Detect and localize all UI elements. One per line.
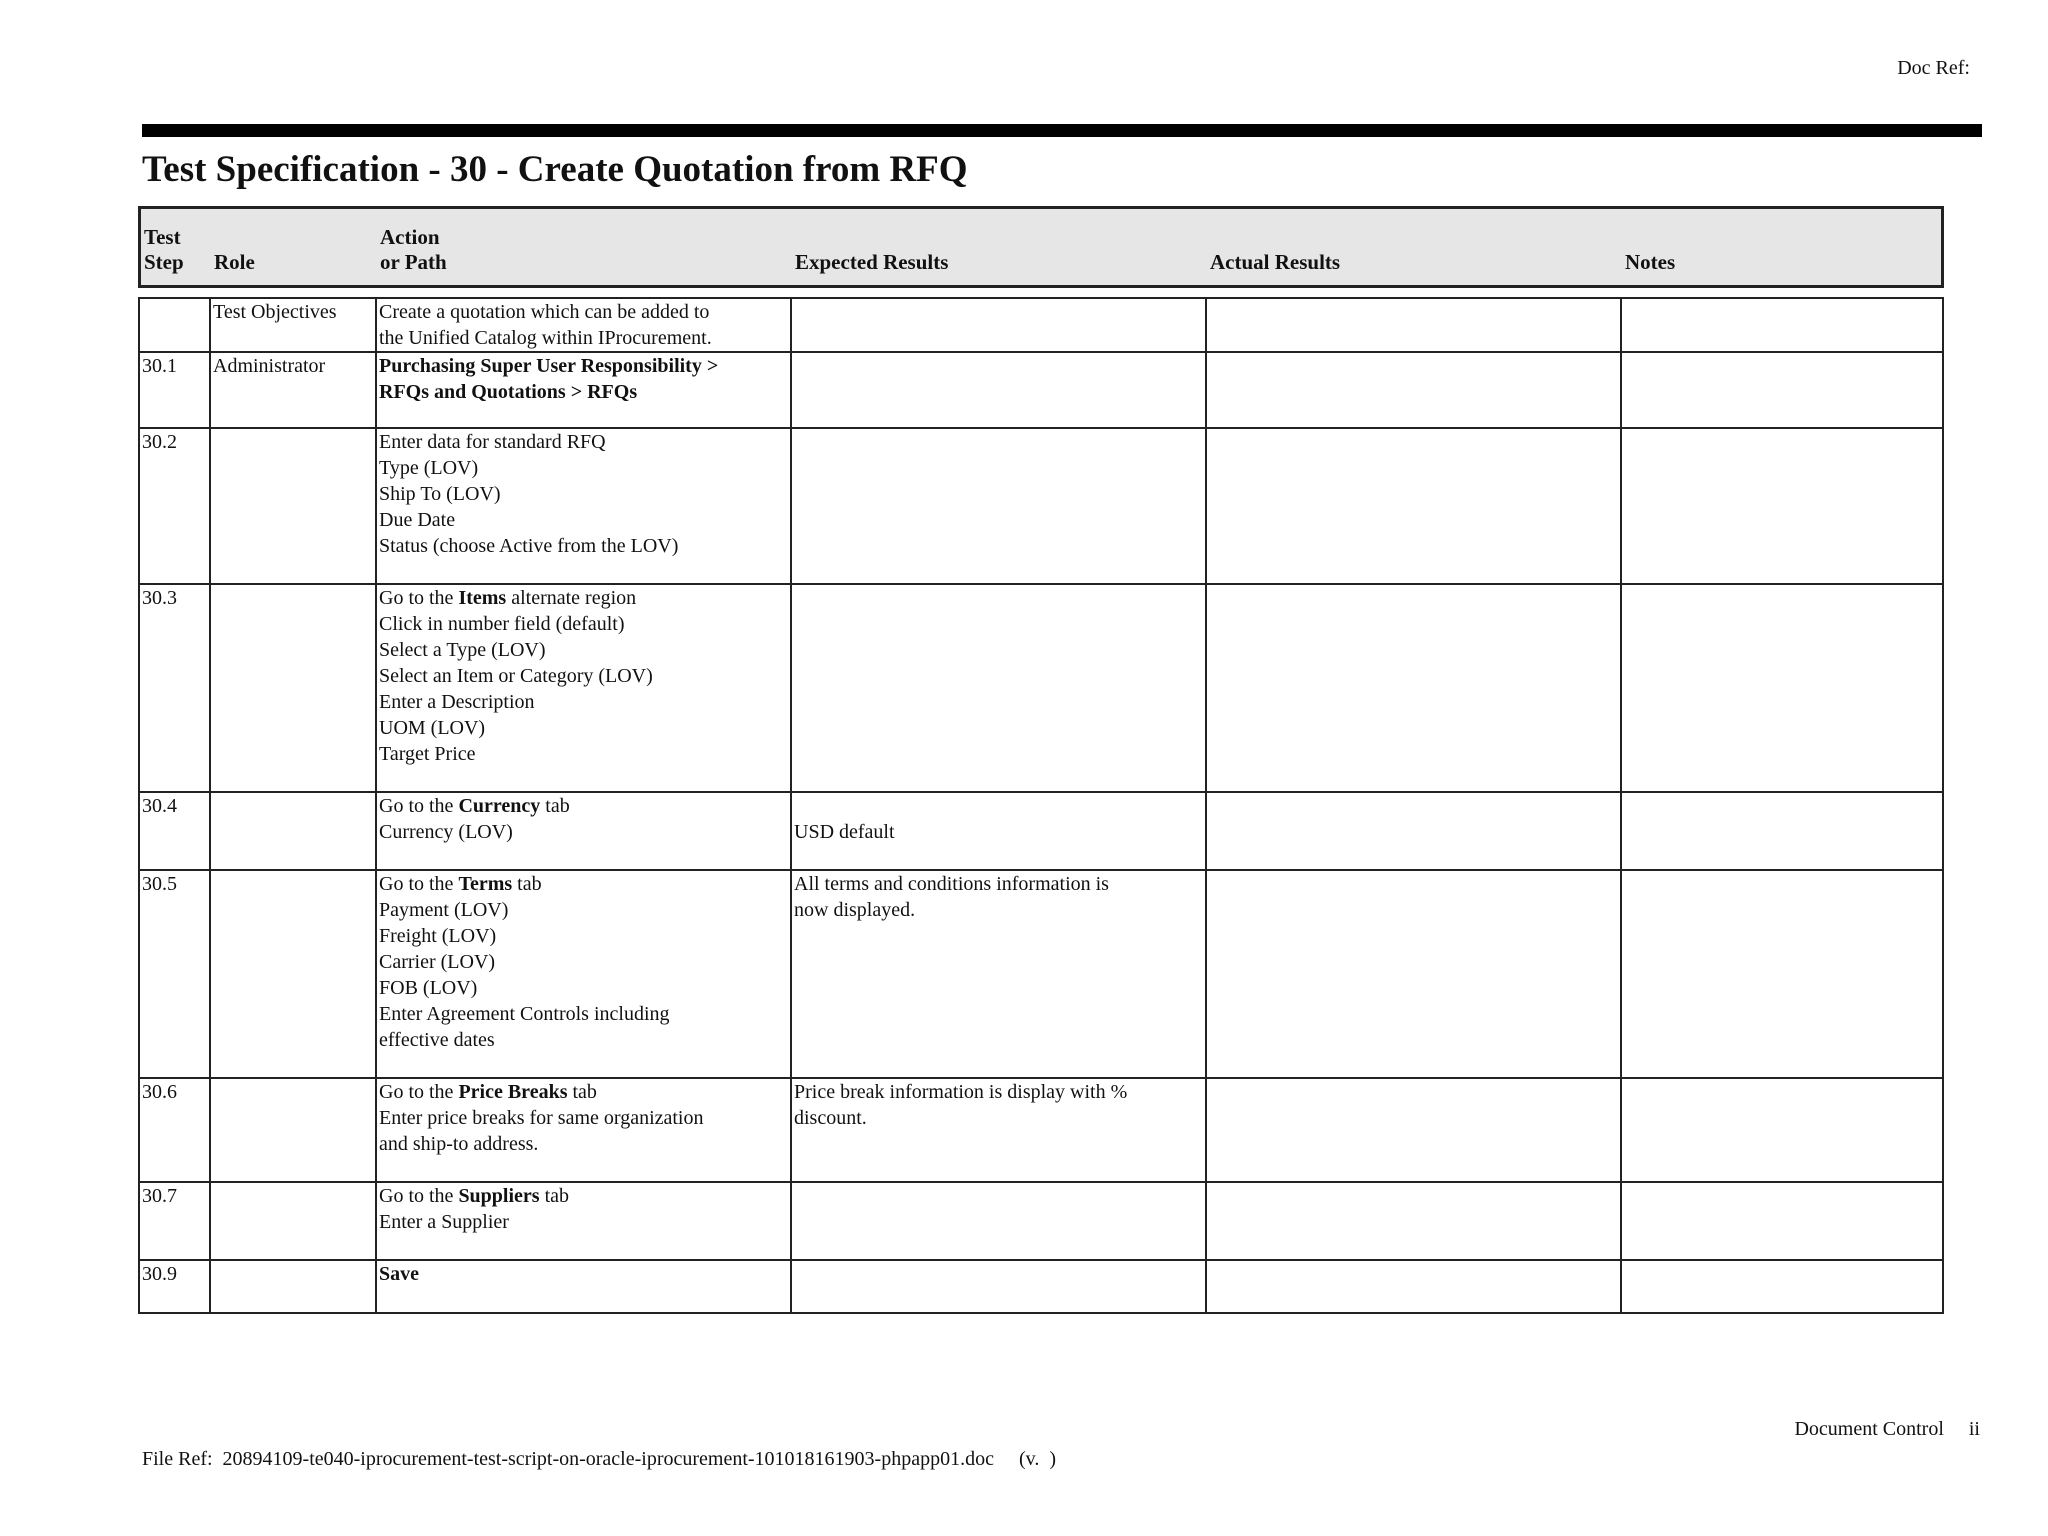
column-header-role: Role (214, 250, 255, 274)
role-cell (210, 1182, 376, 1260)
step-cell: 30.6 (140, 1078, 210, 1182)
role-cell (210, 584, 376, 792)
table-row (140, 1078, 1942, 1182)
step-cell: 30.4 (140, 792, 210, 870)
footer-document-control: Document Control ii (1794, 1418, 1980, 1440)
expected-cell: All terms and conditions information is now displayed. (791, 870, 1206, 1078)
column-header-expected: Expected Results (795, 250, 949, 274)
notes-cell (1621, 1078, 1942, 1182)
role-cell (210, 792, 376, 870)
role-cell: Test Objectives (210, 299, 376, 352)
test-steps-table (138, 297, 1944, 1314)
column-header-step: Test Step (144, 225, 184, 274)
action-cell: Go to the Suppliers tab Enter a Supplier (376, 1182, 791, 1260)
step-cell: 30.1 (140, 352, 210, 428)
expected-cell: USD default (791, 792, 1206, 870)
step-cell: 30.3 (140, 584, 210, 792)
actual-cell (1206, 1078, 1621, 1182)
table-row (140, 352, 1942, 428)
role-cell (210, 870, 376, 1078)
expected-cell (791, 352, 1206, 428)
action-cell: Purchasing Super User Responsibility > RFQs and Quotations > RFQs (376, 352, 791, 428)
actual-cell (1206, 870, 1621, 1078)
expected-cell (791, 584, 1206, 792)
notes-cell (1621, 428, 1942, 584)
step-cell: 30.9 (140, 1260, 210, 1312)
actual-cell (1206, 352, 1621, 428)
actual-cell (1206, 1260, 1621, 1312)
notes-cell (1621, 870, 1942, 1078)
actual-cell (1206, 584, 1621, 792)
table-row (140, 792, 1942, 870)
action-cell: Save (376, 1260, 791, 1312)
expected-cell: Price break information is display with % discount. (791, 1078, 1206, 1182)
column-header-notes: Notes (1625, 250, 1676, 274)
notes-cell (1621, 352, 1942, 428)
footer-file-ref: File Ref: 20894109-te040-iprocurement-test-script-on-oracle-iprocurement-101018161903-phpapp01.doc (v. ) (142, 1448, 1056, 1470)
action-cell: Go to the Terms tab Payment (LOV) Freight (LOV) Carrier (LOV) FOB (LOV) Enter Agreement Controls including effective dates (376, 870, 791, 1078)
expected-cell (791, 1260, 1206, 1312)
actual-cell (1206, 428, 1621, 584)
table-row (140, 1260, 1942, 1312)
doc-ref-label: Doc Ref: (1897, 57, 1970, 79)
notes-cell (1621, 299, 1942, 352)
expected-cell (791, 299, 1206, 352)
step-cell: 30.7 (140, 1182, 210, 1260)
actual-cell (1206, 299, 1621, 352)
header-rule (142, 124, 1982, 137)
actual-cell (1206, 1182, 1621, 1260)
action-cell: Go to the Currency tab Currency (LOV) (376, 792, 791, 870)
table-row (140, 299, 1942, 352)
role-cell (210, 1260, 376, 1312)
step-cell: 30.2 (140, 428, 210, 584)
table-row (140, 428, 1942, 584)
expected-cell (791, 1182, 1206, 1260)
notes-cell (1621, 584, 1942, 792)
table-header (138, 206, 1944, 288)
step-cell (140, 299, 210, 352)
notes-cell (1621, 1260, 1942, 1312)
notes-cell (1621, 792, 1942, 870)
notes-cell (1621, 1182, 1942, 1260)
column-header-action: Action or Path (380, 225, 447, 274)
actual-cell (1206, 792, 1621, 870)
action-cell: Enter data for standard RFQ Type (LOV) Ship To (LOV) Due Date Status (choose Active from the LOV) (376, 428, 791, 584)
step-cell: 30.5 (140, 870, 210, 1078)
table-row (140, 584, 1942, 792)
page-title: Test Specification - 30 - Create Quotation from RFQ (142, 149, 968, 190)
role-cell (210, 1078, 376, 1182)
column-header-actual: Actual Results (1210, 250, 1341, 274)
role-cell: Administrator (210, 352, 376, 428)
table-row (140, 1182, 1942, 1260)
expected-cell (791, 428, 1206, 584)
action-cell: Create a quotation which can be added to the Unified Catalog within IProcurement. (376, 299, 791, 352)
role-cell (210, 428, 376, 584)
action-cell: Go to the Items alternate region Click in number field (default) Select a Type (LOV) Select an Item or Category (LOV) Enter a Description UOM (LOV) Target Price (376, 584, 791, 792)
action-cell: Go to the Price Breaks tab Enter price breaks for same organization and ship-to address. (376, 1078, 791, 1182)
table-row (140, 870, 1942, 1078)
